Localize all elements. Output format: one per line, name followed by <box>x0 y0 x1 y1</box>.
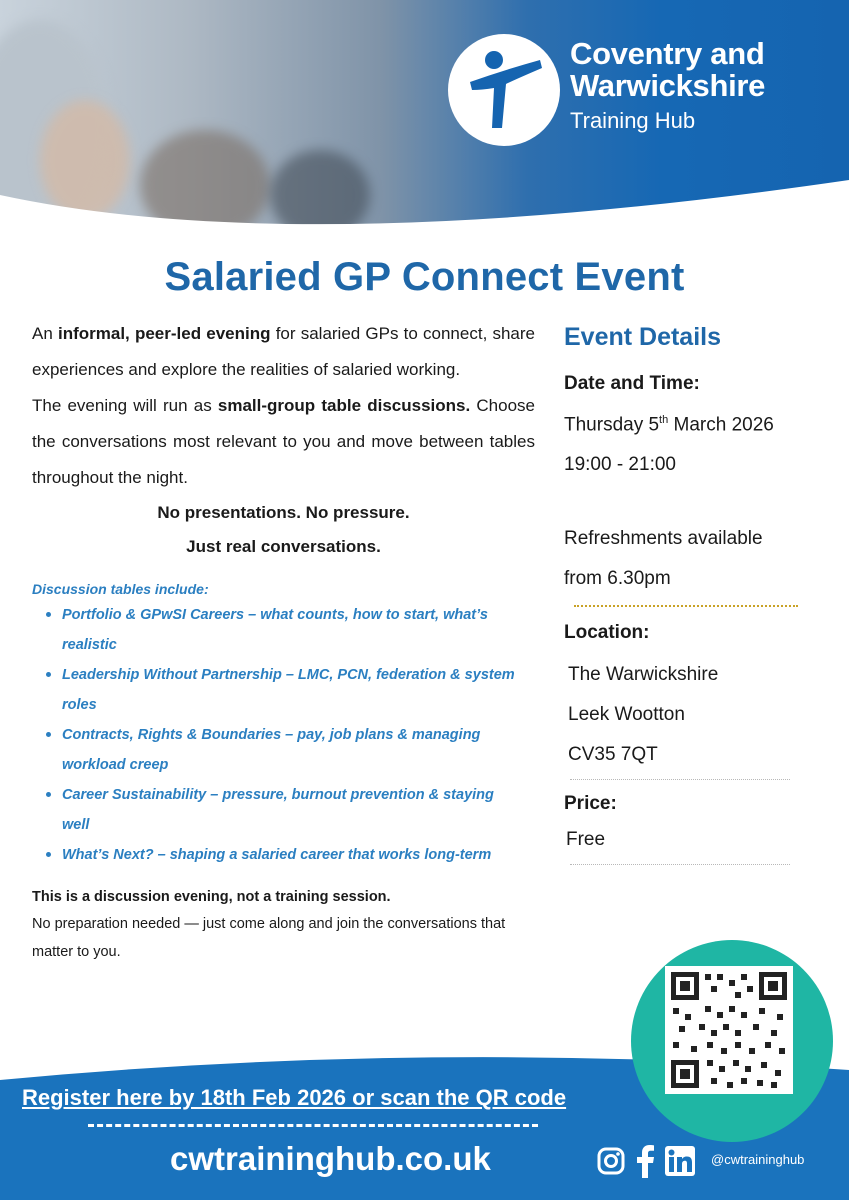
discussion-list <box>32 600 535 870</box>
divider <box>570 864 790 865</box>
divider <box>570 779 790 780</box>
training-hub-logo-icon <box>444 30 564 150</box>
intro-text: The evening will run as <box>32 396 218 415</box>
intro-emphasis: small-group table discussions. <box>217 396 471 415</box>
list-item: Career Sustainability – pressure, burnout prevention & staying well <box>62 780 535 840</box>
social-handle[interactable]: @cwtraininghub <box>711 1152 805 1167</box>
location-label: Location: <box>564 622 650 644</box>
intro-text: for salaried GPs to connect, share experiences and explore the realities of salaried working. <box>32 324 535 379</box>
list-item: What’s Next? – shaping a salaried career that works long-term <box>62 840 535 870</box>
divider <box>574 605 798 607</box>
facebook-icon[interactable] <box>634 1144 656 1178</box>
brand-line-3: Training Hub <box>570 108 696 133</box>
qr-code-icon <box>665 966 793 1094</box>
intro-text: Choose the conversations most relevant to you and move between tables throughout the night. <box>32 396 535 487</box>
price-value: Free <box>566 829 606 851</box>
brand-name <box>570 38 765 136</box>
brand-line-1: Coventry and <box>570 36 765 71</box>
linkedin-icon[interactable] <box>664 1145 698 1177</box>
refreshments-line-1: Refreshments available <box>564 528 763 550</box>
website-link[interactable]: cwtraininghub.co.uk <box>170 1140 491 1177</box>
list-item: Portfolio & GPwSI Careers – what counts, how to start, what’s realistic <box>62 600 535 660</box>
location-line: The Warwickshire <box>568 664 719 686</box>
tagline-2: Just real conversations. <box>186 537 381 556</box>
event-description <box>32 316 535 966</box>
discussion-heading: Discussion tables include: <box>32 581 209 597</box>
date-suffix: th <box>659 414 669 426</box>
intro-paragraph-2 <box>32 388 535 496</box>
brand-line-2: Warwickshire <box>570 68 766 103</box>
intro-emphasis: informal, peer-led evening <box>57 324 271 343</box>
refreshments-line-2: from 6.30pm <box>564 568 671 590</box>
intro-paragraph-1 <box>32 316 535 388</box>
page-title: Salaried GP Connect Event <box>164 255 685 299</box>
date-value <box>564 400 814 445</box>
register-link[interactable]: Register here by 18th Feb 2026 or scan the QR code <box>22 1085 567 1110</box>
intro-text: An <box>32 324 58 343</box>
note-heading: This is a discussion evening, not a training session. <box>32 889 391 905</box>
date-month-year: March 2026 <box>668 414 774 436</box>
event-details-panel <box>564 320 814 873</box>
hero-wave-shape <box>0 150 849 250</box>
instagram-icon[interactable] <box>596 1146 626 1176</box>
note-text: No preparation needed — just come along and join the conversations that matter to you. <box>32 916 506 960</box>
social-icons <box>596 1144 698 1178</box>
tagline-1: No presentations. No pressure. <box>157 503 410 522</box>
dashed-divider <box>88 1124 538 1127</box>
list-item: Leadership Without Partnership – LMC, PCN, federation & system roles <box>62 660 535 720</box>
date-day: Thursday 5 <box>564 414 660 436</box>
location-line: Leek Wootton <box>568 704 685 726</box>
event-details-heading: Event Details <box>564 323 722 351</box>
price-label: Price: <box>564 793 617 815</box>
time-value: 19:00 - 21:00 <box>564 454 676 476</box>
qr-code[interactable] <box>665 966 793 1094</box>
date-label: Date and Time: <box>564 373 700 394</box>
hero-banner <box>0 0 849 250</box>
location-line: CV35 7QT <box>568 744 658 766</box>
list-item: Contracts, Rights & Boundaries – pay, job plans & managing workload creep <box>62 720 535 780</box>
